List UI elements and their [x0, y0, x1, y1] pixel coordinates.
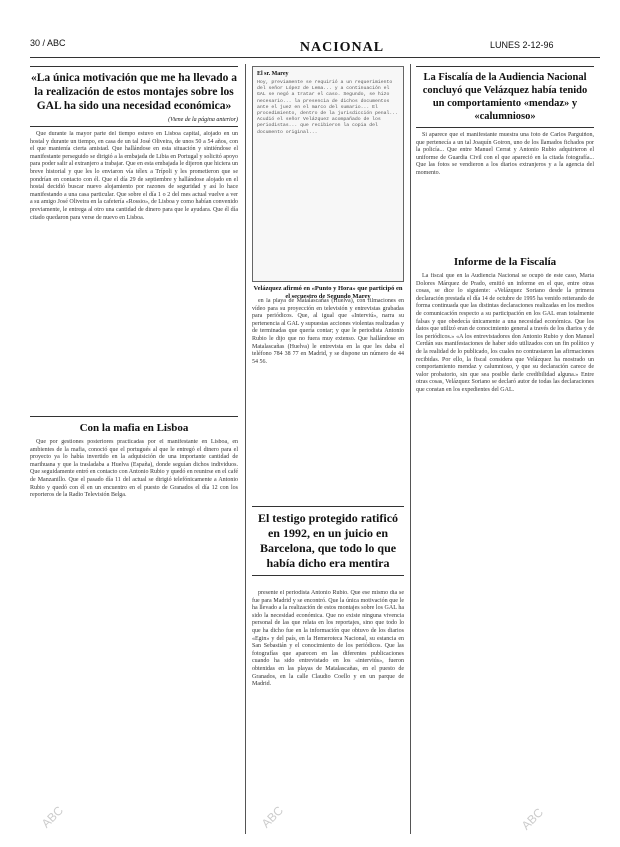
left-body: Que durante la mayor parte del tiempo estuvo en Lisboa capital, alojado en un hostal y durante un tiempo, en casa de un tal José Oliveira, de unos 50 a 54 años, con el que mantenía cierta amistad. Que hallándose en esta situación y sintiéndose el manifestante perseguido se dirigió a la embajada de Libia en Portugal y solicitó apoyo para poder salir al extranjero a trabajar. Que en esta embajada le dijeron que hiciera un breve historial y que les lo enviaron vía télex a Trípoli y les prometieron que se pondrían en contacto con él. Que el día 29 de septiembre y hallándose alojado en el hostal decidió buscar nuevo alojamiento por razones de seguridad y así lo hace manifestando a una casa particular. Que sobre el día 1 o 2 del mes actual vuelve a ver a su amigo José Oliveira en la cafetería «Rossio», de Lisboa y como habían convenido previamente, le entrega al otro una cantidad de dinero para que le ayudara. Que él día citado quedaron para verse de nuevo en Lisboa.	[30, 131, 238, 221]
left-headline: «La única motivación que me ha llevado a la realización de estos montajes sobre los GAL ha sido una necesidad económica»	[30, 72, 238, 112]
left-column	[30, 66, 238, 757]
abc-watermark: ABC	[518, 805, 547, 833]
middle-headline-rule-bottom	[252, 575, 404, 576]
header-rule	[30, 57, 600, 58]
abc-watermark: ABC	[258, 803, 287, 831]
left-subheading: Con la mafia en Lisboa	[79, 422, 189, 434]
middle-headline-rule-top	[252, 506, 404, 507]
middle-body-2: presente el periodista Antonio Rubio. Que ese mismo día se fue para Madrid y se encontró. Que la única motivación que le ha llevado a la realización de estos montajes sobre los GAL ha sido la necesidad económica. Que no existe ninguna vivencia personal de las que relata en los reportajes, sino que todo lo que ha dicho fue en la información que obtuvo de los diarios «Egin» y del país, en la Hemeroteca Nacional, su estancia en San Sebastián y el conocimiento de los periódicos. Que las fotografías que aparecen en las diferentes publicaciones cuando ha sido entrevistado en los «interviús», fueron obtenidas en las playas de Matalascañas, en el puesto de Granados, en la calle Claudio Coello y en un parque de Madrid.	[252, 590, 404, 688]
right-headline-rule-bottom	[416, 127, 594, 128]
photo-caption: Velázquez afirmó en «Punto y Hora» que participó en el secuestro de Segundo Marey	[253, 285, 403, 300]
right-headline: La Fiscalía de la Audiencia Nacional concluyó que Velázquez había tenido un comportamiento «mendaz» y «calumnioso»	[422, 72, 588, 122]
right-headline-rule-top	[416, 66, 594, 67]
right-column	[416, 66, 594, 813]
right-body: Si aparece que el manifestante muestra una foto de Carlos Parguiñon, que pertenecía a un tal Joaquín Goiron, uno de los llamados fichados por la policía... Que entre Manuel Cerrat y Antonio Rubio adquirieron el uniforme de Guardia Civil con el que apareció en la citada fotografía... Que las fotos se vendieron a los diarios extranjeros y a la agencia del momento.	[416, 132, 594, 176]
left-headline-rule-bottom	[30, 126, 238, 127]
right-body-2: La fiscal que en la Audiencia Nacional se ocupó de este caso, María Dolores Márquez de Prado, emitió un informe en el que, entre otras cosas, se dice lo siguiente: «Velázquez Soriano desde la primera declaración prestada el día 14 de octubre de 1995 ha venido reiterando de forma continuada que las distintas declaraciones realizadas en los medios de comunicación respecto a su participación en los GAL eran totalmente falsas y que obedecía únicamente a una necesidad económica. Que los datos que utilizó eran de conocimiento general a través de los diarios y de los periódicos.» «A los entrevistadores don Antonio Rubio y don Manuel Cerdán sus manifestaciones de haber sido utilizados con un fin político y de la realidad de lo publicado, los cuales no contrastaron las afirmaciones recibidas. Por ello, la fiscal considera que Velázquez ha mostrado un comportamiento mendaz y calumnioso, y que su declaración carece de valor probatorio, sin que sea posible darle credibilidad alguna.» Entre otras cosas, Velázquez Soriano se declaró autor de todas las declaraciones que constan en los expedientes del GAL.	[416, 273, 594, 393]
right-subheading: Informe de la Fiscalía	[453, 256, 557, 268]
middle-headline: El testigo protegido ratificó en 1992, en un juicio en Barcelona, que todo lo que había dicho era mentira	[257, 511, 399, 570]
column-divider-left	[245, 64, 246, 834]
page-number: 30 / ABC	[30, 38, 66, 48]
section-title: NACIONAL	[299, 40, 385, 55]
left-body-2: Que por gestiones posteriores practicadas por el manifestante en Lisboa, en ambientes de la mafia, conoció que el portugués al que le entregó el dinero para el proyecto ya lo había invertido en la adquisición de una importante cantidad de marihuana y que la trasladaba a Huelva (España), donde seguían dichos individuos. Que seguidamente entró en contacto con Antonio Rubio y quedó en reunirse en el café de Manzanillo. Que el pasado día 11 del actual se dirigió telefónicamente a Antonio Rubio y quedó con él en un encuentro en el puesto de Granados el día 12 con los reporteros de la Radio Televisión Belga.	[30, 439, 238, 499]
middle-headline-box	[252, 506, 404, 576]
abc-watermark: ABC	[38, 803, 67, 831]
document-title: El sr. Marey	[257, 71, 289, 77]
left-headline-rule-top	[30, 66, 238, 67]
middle-column	[252, 66, 404, 301]
document-photo	[252, 66, 404, 282]
issue-date: LUNES 2-12-96	[490, 40, 554, 50]
document-text: Hoy, previamente se requirió a un requerimiento del señor López de Lema... y a continuación el GAL se negó a tratar el caso. Segundo, se hizo necesario... la presencia de dichos documentos ante el juez en el marco del sumario... El procedimiento, dentro de la jurisdicción penal... Acudió el señor Velázquez acompañado de los periodistas... que recibieron la copia del documento original...	[257, 80, 399, 135]
column-divider-right	[410, 64, 411, 834]
left-sub-rule	[30, 416, 238, 417]
middle-body: en la playa de Matalascañas (Huelva), con filmaciones en vídeo para su proyección en televisión y entrevistas grabadas para periódicos. Que, al igual que «Interviú», narra su pertenencia al GAL y supuestas acciones violentas realizadas y de terminadas que quería contar; y que le periodista Antonio Rubio le dijo que no fuera muy extenso. Que hallándose en Matalascañas (Huelva) le entrevista en la que les daba el teléfono 784 38 77 en Madrid, y se dispone un número de 44 54 56.	[252, 298, 404, 365]
continued-note: (Viene de la página anterior)	[168, 117, 238, 123]
